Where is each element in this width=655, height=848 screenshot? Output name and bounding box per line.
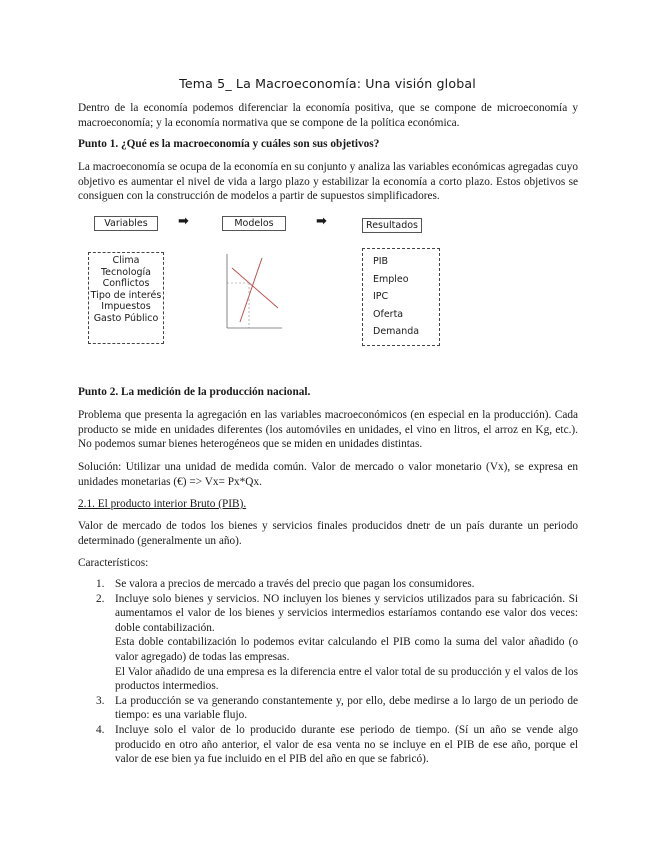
pib-definition: Valor de mercado de todos los bienes y servicios finales producidos dnetr de un país durante un periodo determinado (generalmente un año).: [78, 520, 578, 547]
list-item: 3. La producción se va generando constantemente y, por ello, debe medirse a lo largo de un periodo de tiempo: es una variable flujo.: [96, 694, 578, 722]
solucion-paragraph: Solución: Utilizar una unidad de medida común. Valor de mercado o valor monetario (Vx), se expresa en unidades monetarias (€) => Vx= Px*Qx.: [78, 461, 578, 488]
supply-demand-graph: [220, 250, 286, 336]
list-item: 1. Se valora a precios de mercado a través del precio que pagan los consumidores.: [96, 578, 475, 590]
caracteristicas-label: Característicos:: [78, 557, 149, 569]
problema-paragraph: Problema que presenta la agregación en las variables macroeconómicos (en especial en la producción). Cada producto se mide en unidades diferentes (los automóviles en unidades, el vino en litros, el arroz en Kg, etc.). No podemos sumar bienes heterogéneos que se miden en unidades distintas.: [78, 409, 578, 451]
variable-item: Tecnología: [100, 266, 152, 278]
resultado-item: Demanda: [373, 326, 420, 337]
punto1-heading: Punto 1. ¿Qué es la macroeconomía y cuáles son sus objetivos?: [78, 138, 380, 150]
list-item: 4. Incluye solo el valor de lo producido durante ese periodo de tiempo. (Sí un año se vende algo producido en otro año anterior, el valor de esa venta no se incluye en el PIB de ese año, porque el valor de ese bien ya fue incluido en el PIB del año en que se fabricó).: [96, 723, 578, 766]
variable-item: Gasto Público: [93, 312, 159, 324]
variable-item: Clima: [112, 255, 140, 266]
arrow-icon: ➡: [178, 214, 189, 229]
resultado-item: Empleo: [373, 273, 409, 285]
resultados-box: Resultados: [362, 218, 422, 233]
variable-item: Impuestos: [101, 301, 151, 313]
resultado-item: PIB: [373, 256, 389, 267]
variables-box: Variables: [94, 216, 158, 231]
punto2-heading: Punto 2. La medición de la producción nacional.: [78, 386, 311, 398]
resultado-item: Oferta: [373, 308, 404, 320]
caracteristicas-list: [78, 577, 578, 767]
variable-item: Conflictos: [102, 278, 150, 290]
arrow-icon: ➡: [316, 214, 327, 229]
pib-subheading: 2.1. El producto interior Bruto (PIB).: [78, 498, 247, 510]
demand-curve: [232, 268, 278, 308]
variables-list: [88, 252, 164, 344]
list-item: 2. Incluye solo bienes y servicios. NO incluyen los bienes y servicios utilizados para su fabricación. Si aumentamos el valor de los bienes y servicios intermedios estaríamos contando ese valor dos veces: doble contabilización. Esta doble contabilización lo podemos evitar calculando el PIB como la suma del valor añadido (o valor agregado) de todas las empresas. El Valor añadido de una empresa es la diferencia entre el valor total de su producción y el valos de los productos intermedios.: [96, 592, 578, 693]
supply-curve: [240, 258, 262, 322]
modelos-box: Modelos: [222, 216, 286, 231]
resultado-item: IPC: [373, 291, 389, 302]
intro-paragraph: Dentro de la economía podemos diferenciar la economía positiva, que se compone de microeconomía y macroeconomía; y la economía normativa que se compone de la política económica.: [78, 102, 578, 129]
variable-item: Tipo de interés: [90, 289, 162, 301]
page-title: Tema 5_ La Macroeconomía: Una visión global: [179, 76, 476, 91]
punto1-paragraph: La macroeconomía se ocupa de la economía en su conjunto y analiza las variables económicas agregadas cuyo objetivo es aumentar el nivel de vida a largo plazo y estabilizar la economía a corto plazo. Estos objetivos se consiguen con la construcción de modelos a partir de supuestos simplificadores.: [78, 161, 578, 203]
resultados-list: [362, 248, 440, 346]
